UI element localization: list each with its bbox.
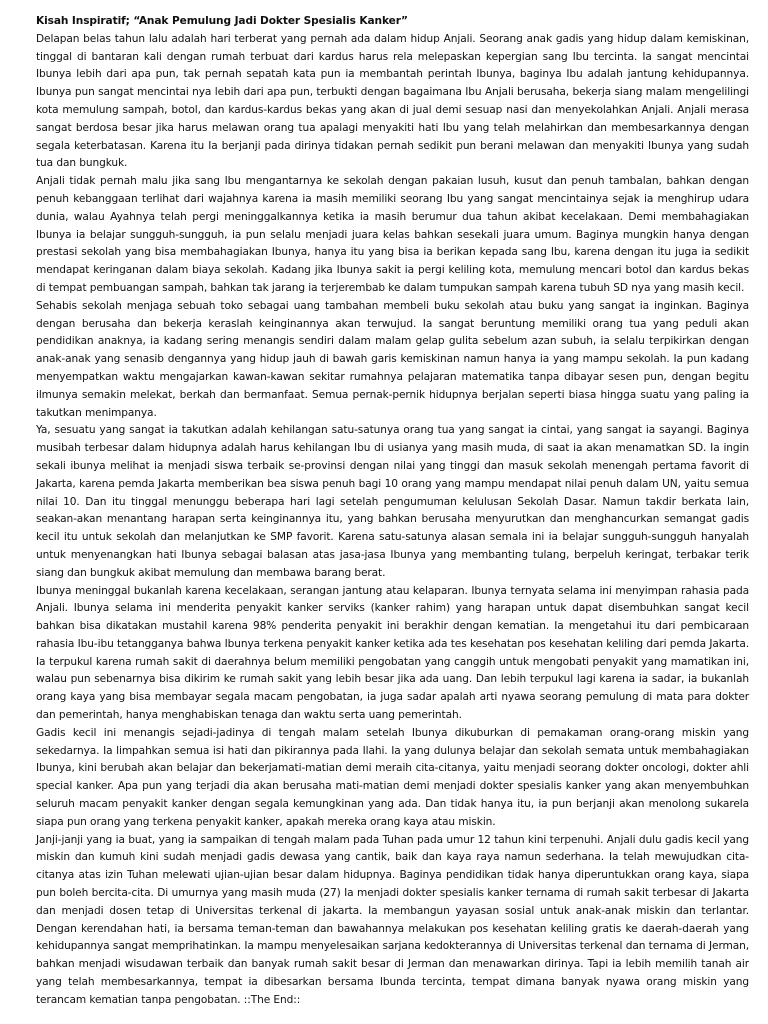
document-title: Kisah Inspiratif; “Anak Pemulung Jadi Dokter Spesialis Kanker” [36,15,408,27]
paragraph-2: Anjali tidak pernah malu jika sang Ibu mengantarnya ke sekolah dengan pakaian lusuh, kusut dan penuh tambalan, bahkan dengan penuh kebanggaan terlihat dari wajahnya karena ia masih memiliki seorang Ibu yang sangat mencintainya sejak ia menghirup udara dunia, walau Ayahnya telah pergi meninggalkannya ketika ia masih berumur dua tahun akibat kecelakaan. Demi membahagiakan Ibunya ia belajar sungguh-sungguh, ia pun selalu menjadi juara kelas bahkan sesekali juara umum. Baginya mungkin hanya dengan prestasi sekolah yang bisa membahagiakan Ibunya, hanya itu yang bisa ia berikan kepada sang Ibu, karena dengan itu juga ia sedikit mendapat keringanan dalam biaya sekolah. Kadang jika Ibunya sakit ia pergi keliling kota, memulung mencari botol dan kardus bekas di tempat pembuangan sampah, bahkan tak jarang ia terjerembab ke dalam tumpukan sampah karena tubuh SD nya yang masih kecil. [36,175,749,294]
paragraph-4: Ya, sesuatu yang sangat ia takutkan adalah kehilangan satu-satunya orang tua yang sangat ia cintai, yang sangat ia sayangi. Baginya musibah terbesar dalam hidupnya adalah harus kehilangan Ibu di usianya yang masih muda, di saat ia akan menamatkan SD. Ia ingin sekali ibunya melihat ia menjadi siswa terbaik se-provinsi dengan nilai yang tinggi dan masuk sekolah menengah pertama favorit di Jakarta, karena pemda Jakarta memberikan bea siswa penuh bagi 10 orang yang mampu mendapat nilai penuh dalam UN, yaitu semua nilai 10. Dan itu tinggal menunggu beberapa hari lagi setelah pengumuman kelulusan Sekolah Dasar. Namun takdir berkata lain, seakan-akan menantang harapan serta keinginannya itu, yang bahkan berusaha menyurutkan dan menghancurkan semangat gadis kecil itu untuk sekolah dan melanjutkan ke SMP favorit. Karena satu-satunya alasan semala ini ia belajar sungguh-sungguh hanyalah untuk menyenangkan hati Ibunya sebagai balasan atas jasa-jasa Ibunya yang membanting tulang, berpeluh keringat, terbakar terik siang dan bungkuk akibat memulung dan membawa barang berat. [36,424,749,579]
paragraph-3: Sehabis sekolah menjaga sebuah toko sebagai uang tambahan membeli buku sekolah atau buku yang sangat ia inginkan. Baginya dengan berusaha dan bekerja keraslah keinginannya akan terwujud. Ia sangat beruntung memiliki orang tua yang peduli akan pendidikan anaknya, ia kadang sering menangis sendiri dalam malam gelap gulita sebelum azan subuh, ia selalu terpikirkan dengan anak-anak yang senasib dengannya yang hidup jauh di bawah garis kemiskinan namun hanya ia yang mampu sekolah. Ia pun kadang menyempatkan waktu mengajarkan kawan-kawan sekitar rumahnya pelajaran matematika tanpa dibayar sesen pun, dengan begitu ilmunya semakin melekat, berkah dan bermanfaat. Semua pernak-pernik hidupnya berjalan seperti biasa hingga suatu yang paling ia takutkan menimpanya. [36,299,749,419]
document-page [36,13,749,1010]
paragraph-5: Ibunya meninggal bukanlah karena kecelakaan, serangan jantung atau kelaparan. Ibunya ternyata selama ini menyimpan rahasia pada Anjali. Ibunya selama ini menderita penyakit kanker serviks (kanker rahim) yang harapan untuk dapat disembuhkan sangat kecil bahkan bisa dikatakan mustahil karena 98% penderita penyakit ini berakhir dengan kematian. Ia mengetahui itu dari pembicaraan rahasia Ibu-ibu tetangganya bahwa Ibunya terkena penyakit kanker ketika ada tes kesehatan pos kesehatan keliling dari pemda Jakarta. Ia terpukul karena rumah sakit di daerahnya belum memiliki pengobatan yang canggih untuk mengobati penyakit yang mamatikan ini, walau pun sebenarnya bisa dikirim ke rumah sakit yang lebih besar jika ada uang. Dan lebih terpukul lagi karena ia sadar, ia bukanlah orang kaya yang bisa membayar segala macam pengobatan, ia juga sadar apalah arti nyawa seorang pemulung di mata para dokter dan pemerintah, hanya menghabiskan tenaga dan waktu serta uang pemerintah. [36,584,749,722]
paragraph-1: Delapan belas tahun lalu adalah hari terberat yang pernah ada dalam hidup Anjali. Seorang anak gadis yang hidup dalam kemiskinan, tinggal di bantaran kali dengan rumah terbuat dari kardus harus rela melepaskan kepergian sang Ibu tercinta. Ia sangat mencintai Ibunya lebih dari apa pun, tak pernah sepatah kata pun ia membantah perintah Ibunya, baginya Ibu adalah jantung kehidupannya. Ibunya pun sangat mencintai nya lebih dari apa pun, terbukti dengan bagaimana Ibu Anjali berusaha, bekerja siang malam mengelilingi kota memulung sampah, botol, dan kardus-kardus bekas yang akan di jual demi sesuap nasi dan menyekolahkan Anjali. Anjali merasa sangat berdosa besar jika harus melawan orang tua apalagi menyakiti hati Ibu yang telah melahirkan dan membesarkannya dengan segala keterbatasan. Karena itu Ia berjanji pada dirinya tidakan pernah sedikit pun berani melawan dan menyakiti Ibunya yang sudah tua dan bungkuk. [36,32,749,170]
paragraph-6: Gadis kecil ini menangis sejadi-jadinya di tengah malam setelah Ibunya dikuburkan di pemakaman orang-orang miskin yang sekedarnya. Ia limpahkan semua isi hati dan pikirannya pada Ilahi. Ia yang dulunya belajar dan sekolah semata untuk membahagiakan Ibunya, kini berubah akan belajar dan bekerjamati-matian demi meraih cita-citanya, yaitu menjadi seorang dokter oncologi, dokter ahli special kanker. Apa pun yang terjadi dia akan berusaha mati-matian demi menjadi dokter spesialis kanker yang akan menyembuhkan seluruh macam penyakit kanker dengan segala kemungkinan yang ada. Dan tidak hanya itu, ia pun berjanji akan menolong sukarela siapa pun orang yang terkena penyakit kanker, apakah mereka orang kaya atau miskin. [36,726,749,828]
paragraph-7: Janji-janji yang ia buat, yang ia sampaikan di tengah malam pada Tuhan pada umur 12 tahun kini terpenuhi. Anjali dulu gadis kecil yang miskin dan kumuh kini sudah menjadi gadis dewasa yang cantik, baik dan kaya raya namun sederhana. Ia telah mewujudkan cita-citanya atas izin Tuhan melewati ujian-ujian besar dalam hidupnya. Baginya pendidikan tidak hanya diperuntukkan orang kaya, siapa pun boleh bercita-cita. Di umurnya yang masih muda (27) Ia menjadi dokter spesialis kanker ternama di rumah sakit terbesar di Jakarta dan menjadi dosen tetap di Universitas terkenal di jakarta. Ia membangun yayasan sosial untuk anak-anak miskin dan terlantar. Dengan kerendahan hati, ia bersama teman-teman dan bawahannya melakukan pos kesehatan keliling gratis ke daerah-daerah yang kehidupannya sangat memprihatinkan. Ia mampu menyelesaikan sarjana kedokterannya di Universitas terkenal dan ternama di Jerman, bahkan menjadi wisudawan terbaik dan banyak rumah sakit besar di Jerman dan menawarkan dirinya. Tapi ia lebih memilih tanah air yang telah membesarkannya, tempat ia dibesarkan bersama Ibunda tercinta, tempat dimana banyak nyawa orang miskin yang terancam kematian tanpa pengobatan. ::The End:: [36,833,749,1006]
